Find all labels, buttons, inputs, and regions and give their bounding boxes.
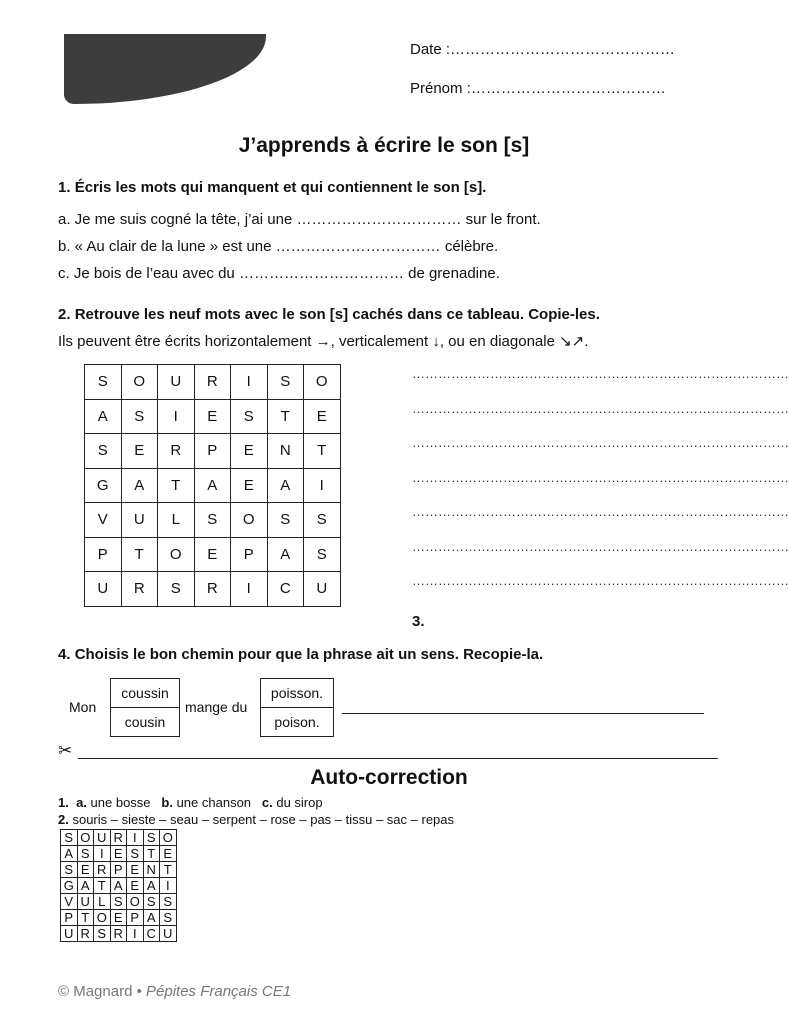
cut-line <box>78 758 718 759</box>
grid-cell: S <box>231 399 268 434</box>
solution-grid-cell: R <box>77 926 94 942</box>
answer-line[interactable]: …………………………………………………………………………… <box>412 366 789 381</box>
grid-cell: S <box>121 399 158 434</box>
answer-1c-text: du sirop <box>276 795 323 810</box>
grid-cell: A <box>121 468 158 503</box>
word-search-grid <box>84 364 341 607</box>
grid-cell: I <box>231 572 268 607</box>
answer-1b-label: b. <box>161 795 173 810</box>
solution-grid-cell: T <box>160 862 177 878</box>
solution-grid-cell: S <box>110 894 127 910</box>
autocorrection-answer-1 <box>58 795 323 810</box>
answer-line[interactable]: …………………………………………………………………………… <box>412 435 789 450</box>
grid-cell: U <box>85 572 122 607</box>
grid-cell: S <box>304 537 341 572</box>
solution-grid-cell: S <box>94 926 111 942</box>
grid-cell: E <box>231 434 268 469</box>
choice-box-1 <box>110 678 180 737</box>
exercise-4-instruction <box>58 646 543 663</box>
grid-row <box>85 572 341 607</box>
exercise-4-number: 4. <box>58 646 71 663</box>
exercise-1-line-b: b. « Au clair de la lune » est une …………………………… célèbre. <box>58 238 499 255</box>
grid-cell: S <box>194 503 231 538</box>
answer-line[interactable]: …………………………………………………………………………… <box>412 400 789 416</box>
solution-grid-cell: E <box>127 862 144 878</box>
grid-cell: S <box>267 503 304 538</box>
grid-cell: E <box>121 434 158 469</box>
answer-blank-line[interactable] <box>342 713 704 714</box>
footer-book-title: Pépites Français CE1 <box>146 983 292 1000</box>
solution-grid-cell: A <box>61 846 78 862</box>
solution-grid-cell: E <box>127 878 144 894</box>
answer-2-text: souris – sieste – seau – serpent – rose – pas – tissu – sac – repas <box>72 812 455 827</box>
solution-grid-cell: E <box>110 910 127 926</box>
solution-grid-cell: O <box>127 894 144 910</box>
solution-grid-cell: E <box>160 846 177 862</box>
grid-cell: O <box>121 365 158 400</box>
exercise-1-text: Écris les mots qui manquent et qui contiennent le son [s]. <box>74 179 487 196</box>
answer-lines <box>412 366 789 608</box>
solution-grid-cell: E <box>110 846 127 862</box>
grid-row <box>85 434 341 469</box>
grid-cell: S <box>85 365 122 400</box>
solution-grid-cell: A <box>110 878 127 894</box>
exercise-2-number: 2. <box>58 306 71 323</box>
solution-grid-row <box>61 878 177 894</box>
answer-line[interactable]: …………………………………………………………………………… <box>412 504 789 519</box>
solution-grid-row <box>61 910 177 926</box>
grid-row <box>85 468 341 503</box>
answer-2-number: 2. <box>58 812 69 827</box>
grid-cell: A <box>267 537 304 572</box>
grid-cell: E <box>194 537 231 572</box>
grid-cell: U <box>121 503 158 538</box>
grid-cell: R <box>158 434 195 469</box>
grid-row <box>85 365 341 400</box>
solution-grid-cell: P <box>61 910 78 926</box>
grid-cell: S <box>267 365 304 400</box>
grid-cell: P <box>194 434 231 469</box>
solution-grid-row <box>61 862 177 878</box>
exercise-4-text: Choisis le bon chemin pour que la phrase ait un sens. Recopie-la. <box>74 646 544 663</box>
footer-copyright: © Magnard • <box>58 983 142 1000</box>
grid-cell: A <box>194 468 231 503</box>
solution-grid-cell: A <box>143 910 160 926</box>
answer-line[interactable]: …………………………………………………………………………… <box>412 469 789 485</box>
answer-1a-label: a. <box>76 795 87 810</box>
grid-cell: L <box>158 503 195 538</box>
solution-grid-cell: P <box>110 862 127 878</box>
grid-cell: R <box>194 572 231 607</box>
grid-cell: S <box>158 572 195 607</box>
solution-grid-cell: O <box>160 830 177 846</box>
grid-cell: S <box>304 503 341 538</box>
grid-cell: V <box>85 503 122 538</box>
solution-grid-cell: U <box>61 926 78 942</box>
grid-cell: T <box>304 434 341 469</box>
grid-cell: E <box>231 468 268 503</box>
exercise-2-instruction <box>58 306 600 323</box>
answer-1b-text: une chanson <box>176 795 252 810</box>
grid-row <box>85 537 341 572</box>
exercise-3-number: 3. <box>412 613 425 630</box>
word-mon: Mon <box>69 699 97 715</box>
solution-grid-cell: R <box>110 926 127 942</box>
decorative-shape <box>64 34 266 104</box>
solution-grid-cell: A <box>77 878 94 894</box>
grid-cell: T <box>267 399 304 434</box>
solution-grid-cell: L <box>94 894 111 910</box>
grid-cell: I <box>158 399 195 434</box>
solution-grid-row <box>61 846 177 862</box>
solution-grid-cell: U <box>160 926 177 942</box>
grid-cell: U <box>158 365 195 400</box>
grid-cell: E <box>194 399 231 434</box>
grid-cell: P <box>85 537 122 572</box>
solution-grid-cell: S <box>127 846 144 862</box>
solution-grid-cell: I <box>127 830 144 846</box>
solution-grid-cell: A <box>143 878 160 894</box>
solution-grid-cell: O <box>77 830 94 846</box>
solution-grid-cell: R <box>110 830 127 846</box>
solution-grid-cell: S <box>143 894 160 910</box>
exercise-1-instruction <box>58 179 486 196</box>
page-title: J’apprends à écrire le son [s] <box>238 134 530 157</box>
grid-row <box>85 399 341 434</box>
grid-cell: N <box>267 434 304 469</box>
grid-cell: O <box>304 365 341 400</box>
grid-cell: U <box>304 572 341 607</box>
solution-grid-cell: I <box>94 846 111 862</box>
grid-cell: A <box>85 399 122 434</box>
grid-cell: R <box>121 572 158 607</box>
solution-grid-cell: S <box>61 830 78 846</box>
footer <box>58 983 291 1000</box>
solution-grid-cell: S <box>160 910 177 926</box>
exercise-2-subinstruction: Ils peuvent être écrits horizontalement →, verticalement ↓, ou en diagonale ↘↗. <box>58 333 589 350</box>
answer-line[interactable]: …………………………………………………………………………… <box>412 538 789 554</box>
solution-grid-cell: C <box>143 926 160 942</box>
answer-line[interactable]: …………………………………………………………………………… <box>412 573 789 588</box>
solution-grid-cell: R <box>94 862 111 878</box>
autocorrection-answer-2 <box>58 812 454 827</box>
answer-1-number: 1. <box>58 795 69 810</box>
grid-cell: T <box>121 537 158 572</box>
solution-grid-cell: S <box>61 862 78 878</box>
solution-grid-row <box>61 894 177 910</box>
grid-cell: I <box>231 365 268 400</box>
solution-grid-cell: T <box>77 910 94 926</box>
grid-cell: S <box>85 434 122 469</box>
exercise-1-line-a: a. Je me suis cogné la tête, j’ai une …………………………… sur le front. <box>58 211 541 228</box>
choice-poisson[interactable]: poisson. <box>270 685 324 701</box>
grid-cell: R <box>194 365 231 400</box>
choice-coussin[interactable]: coussin <box>121 685 169 701</box>
grid-cell: A <box>267 468 304 503</box>
date-field: Date :……………………………………… <box>410 41 676 58</box>
grid-cell: E <box>304 399 341 434</box>
solution-grid-cell: V <box>61 894 78 910</box>
grid-cell: I <box>304 468 341 503</box>
answer-1c-label: c. <box>261 795 273 810</box>
solution-grid-cell: E <box>77 862 94 878</box>
exercise-1-number: 1. <box>58 179 71 196</box>
solution-grid-cell: S <box>160 894 177 910</box>
solution-grid-row <box>61 926 177 942</box>
choice-poison[interactable]: poison. <box>261 707 333 736</box>
exercise-2-text: Retrouve les neuf mots avec le son [s] cachés dans ce tableau. Copie-les. <box>74 306 600 323</box>
prenom-field: Prénom :………………………………… <box>410 80 666 97</box>
solution-grid-cell: I <box>127 926 144 942</box>
solution-grid-cell: G <box>61 878 78 894</box>
solution-grid-cell: P <box>127 910 144 926</box>
solution-grid-cell: S <box>143 830 160 846</box>
grid-cell: O <box>231 503 268 538</box>
exercise-1-line-c: c. Je bois de l’eau avec du …………………………… de grenadine. <box>58 265 500 282</box>
solution-grid-cell: I <box>160 878 177 894</box>
grid-cell: G <box>85 468 122 503</box>
answer-1a-text: une bosse <box>90 795 151 810</box>
word-mange-du: mange du <box>185 699 248 715</box>
grid-cell: P <box>231 537 268 572</box>
solution-grid-cell: T <box>143 846 160 862</box>
solution-grid-cell: U <box>94 830 111 846</box>
solution-grid-cell: N <box>143 862 160 878</box>
grid-cell: C <box>267 572 304 607</box>
solution-grid-cell: T <box>94 878 111 894</box>
choice-box-2 <box>260 678 334 737</box>
solution-grid-cell: S <box>77 846 94 862</box>
grid-cell: T <box>158 468 195 503</box>
solution-grid-cell: O <box>94 910 111 926</box>
grid-cell: O <box>158 537 195 572</box>
solution-grid-row <box>61 830 177 846</box>
autocorrection-title: Auto-correction <box>310 766 468 789</box>
scissors-icon: ✂ <box>58 741 73 760</box>
choice-cousin[interactable]: cousin <box>111 707 179 736</box>
grid-row <box>85 503 341 538</box>
solution-grid <box>60 829 177 942</box>
solution-grid-cell: U <box>77 894 94 910</box>
